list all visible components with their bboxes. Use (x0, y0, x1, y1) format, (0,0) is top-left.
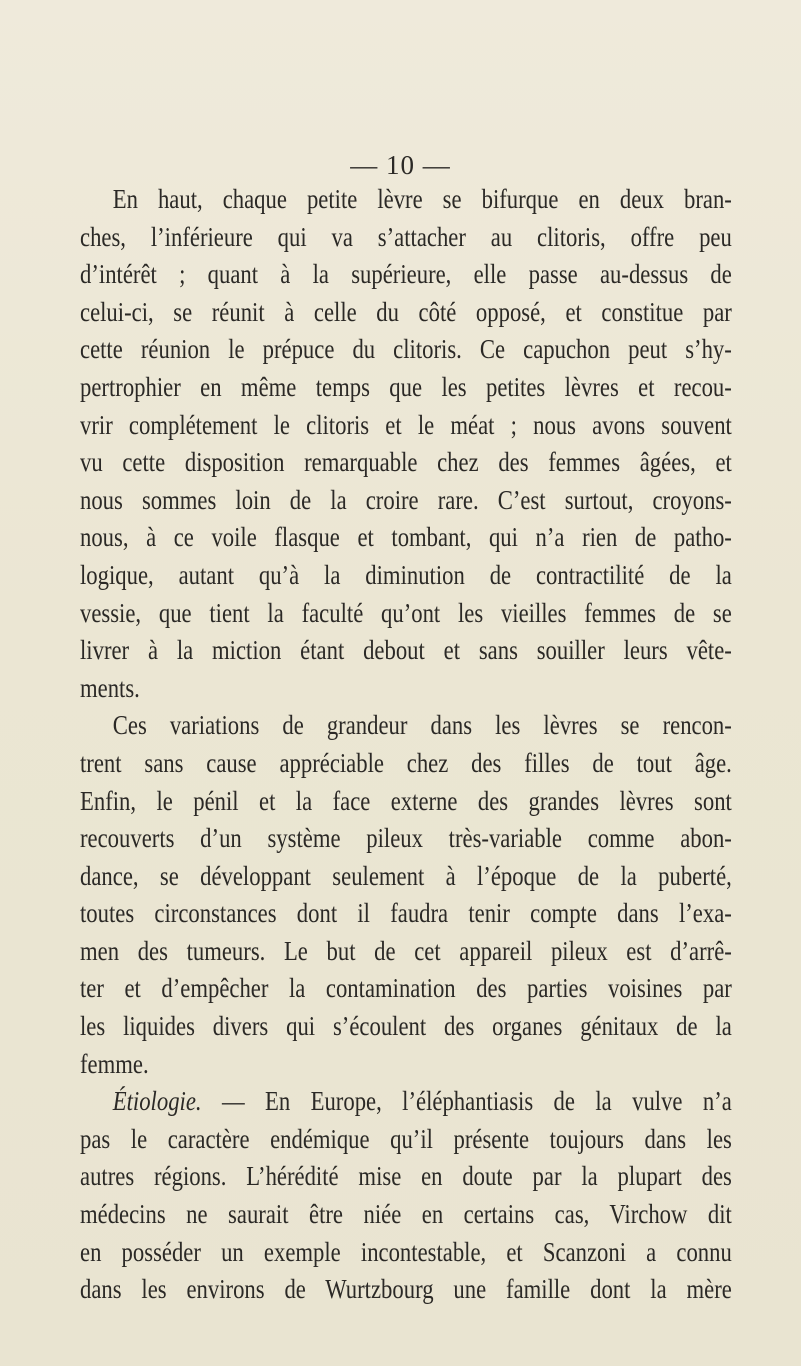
text-line: dance, se développant seulement à l’époque de la puberté, (80, 860, 732, 891)
text-line: En haut, chaque petite lèvre se bifurque en deux bran- (112, 184, 732, 214)
etiology-first-line (80, 1083, 732, 1121)
text-line: ments. (80, 672, 140, 703)
text-line: ches, l’inférieure qui va s’attacher au clitoris, offre peu (80, 221, 732, 252)
text-line: celui-ci, se réunit à celle du côté opposé, et constitue par (80, 296, 732, 327)
text-line: vrir complétement le clitoris et le méat ; nous avons souvent (80, 409, 732, 440)
text-line: livrer à la miction étant debout et sans souiller leurs vête- (80, 635, 732, 666)
text-line: pertrophier en même temps que les petites lèvres et recou- (80, 371, 732, 402)
text-line: vu cette disposition remarquable chez des femmes âgées, et (80, 447, 732, 478)
text-line: pas le caractère endémique qu’il présente toujours dans les (80, 1123, 732, 1154)
text-line: nous, à ce voile flasque et tombant, qui n’a rien de patho- (80, 522, 732, 553)
text-line: men des tumeurs. Le but de cet appareil pileux est d’arrê- (80, 935, 732, 966)
text-line: Ces variations de grandeur dans les lèvres se rencon- (112, 710, 732, 741)
text-line: autres régions. L’hérédité mise en doute par la plupart des (80, 1161, 732, 1192)
text-line: femme. (80, 1048, 149, 1079)
page-number: — 10 — (350, 150, 451, 180)
text-line: nous sommes loin de la croire rare. C’est surtout, croyons- (80, 484, 732, 515)
text-line: médecins ne saurait être niée en certains cas, Virchow dit (80, 1199, 732, 1230)
text-line: trent sans cause appréciable chez des filles de tout âge. (80, 747, 732, 778)
text-line: toutes circonstances dont il faudra tenir compte dans l’exa- (80, 898, 732, 929)
text-line: ter et d’empêcher la contamination des parties voisines par (80, 973, 732, 1004)
text-line: Enfin, le pénil et la face externe des grandes lèvres sont (80, 785, 732, 816)
text-line: dans les environs de Wurtzbourg une famille dont la mère (80, 1274, 732, 1305)
body-text (80, 181, 732, 1309)
text-line: logique, autant qu’à la diminution de contractilité de la (80, 559, 732, 590)
text-line: en posséder un exemple incontestable, et Scanzoni a connu (80, 1236, 732, 1267)
text-line: d’intérêt ; quant à la supérieure, elle passe au-dessus de (80, 259, 732, 290)
text-line: recouverts d’un système pileux très-variable comme abon- (80, 823, 732, 854)
text-line: cette réunion le prépuce du clitoris. Ce capuchon peut s’hy- (80, 334, 732, 365)
etiology-heading: Étiologie. (112, 1086, 202, 1117)
text-line: vessie, que tient la faculté qu’ont les vieilles femmes de se (80, 597, 732, 628)
etiology-first-line-text: — En Europe, l’éléphantiasis de la vulve n’a (201, 1086, 732, 1117)
text-line: les liquides divers qui s’écoulent des organes génitaux de la (80, 1011, 732, 1042)
